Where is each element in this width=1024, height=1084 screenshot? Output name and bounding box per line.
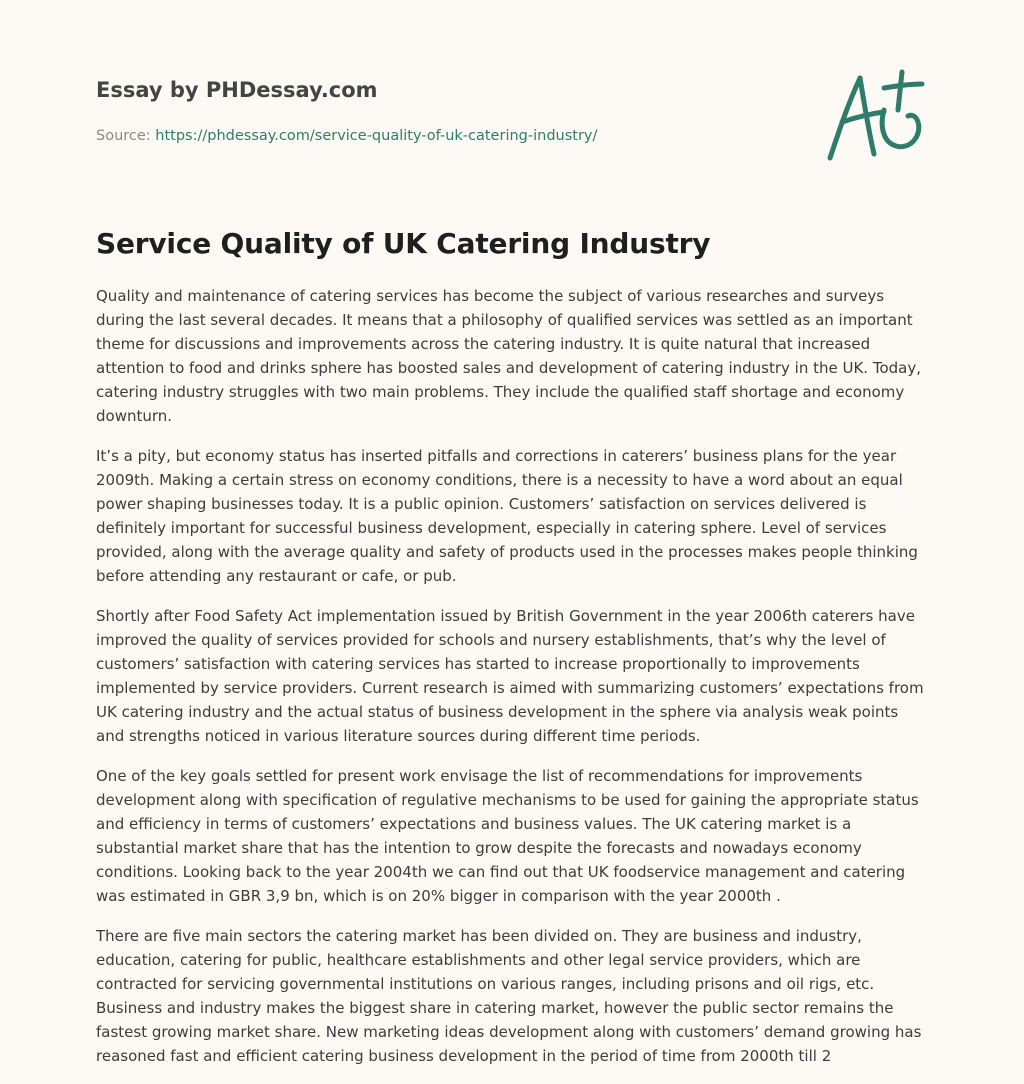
essay-body: [96, 284, 930, 1084]
paragraph: Quality and maintenance of catering services has become the subject of various researches and surveys during the last several decades. It means that a philosophy of qualified services was settled as an important theme for discussions and improvements across the catering industry. It is quite natural that increased attention to food and drinks sphere has boosted sales and development of catering industry in the UK. Today, catering industry struggles with two main problems. They include the qualified staff shortage and economy downturn.: [96, 287, 921, 425]
paragraph: There are five main sectors the catering market has been divided on. They are business and industry, education, catering for public, healthcare establishments and other legal service providers, which are contracted for servicing governmental institutions on various ranges, including prisons and oil rigs, etc. Business and industry makes the biggest share in catering market, however the public sector remains the fastest growing market share. New marketing ideas development along with customers’ demand growing has reasoned fast and efficient catering business development in the period of time from 2000th till 2: [96, 927, 922, 1065]
paragraph: One of the key goals settled for present work envisage the list of recommendations for improvements development along with specification of regulative mechanisms to be used for gaining the appropriate status and efficiency in terms of customers’ expectations and business values. The UK catering market is a substantial market share that has the intention to grow despite the forecasts and nowadays economy conditions. Looking back to the year 2004th we can find out that UK foodservice management and catering was estimated in GBR 3,9 bn, which is on 20% bigger in comparison with the year 2000th .: [96, 767, 919, 905]
site-brand: Essay by PHDessay.com: [96, 78, 378, 102]
source-link[interactable]: https://phdessay.com/service-quality-of-uk-catering-industry/: [155, 128, 598, 144]
source-line: [96, 126, 796, 146]
paragraph: It’s a pity, but economy status has inserted pitfalls and corrections in caterers’ business plans for the year 2009th. Making a certain stress on economy conditions, there is a necessity to have a word about an equal power shaping businesses today. It is a public opinion. Customers’ satisfaction on services delivered is definitely important for successful business development, especially in catering sphere. Level of services provided, along with the average quality and safety of products used in the processes makes people thinking before attending any restaurant or cafe, or pub.: [96, 447, 918, 585]
essay-header: [96, 76, 796, 146]
source-label: Source:: [96, 128, 151, 144]
essay-title: Service Quality of UK Catering Industry: [96, 227, 711, 260]
a-plus-logo-icon: [822, 66, 932, 166]
paragraph: Shortly after Food Safety Act implementation issued by British Government in the year 2006th caterers have improved the quality of services provided for schools and nursery establishments, that’s why the level of customers’ satisfaction with catering services has started to increase proportionally to improvements implemented by service providers. Current research is aimed with summarizing customers’ expectations from UK catering industry and the actual status of business development in the sphere via analysis weak points and strengths noticed in various literature sources during different time periods.: [96, 607, 924, 745]
